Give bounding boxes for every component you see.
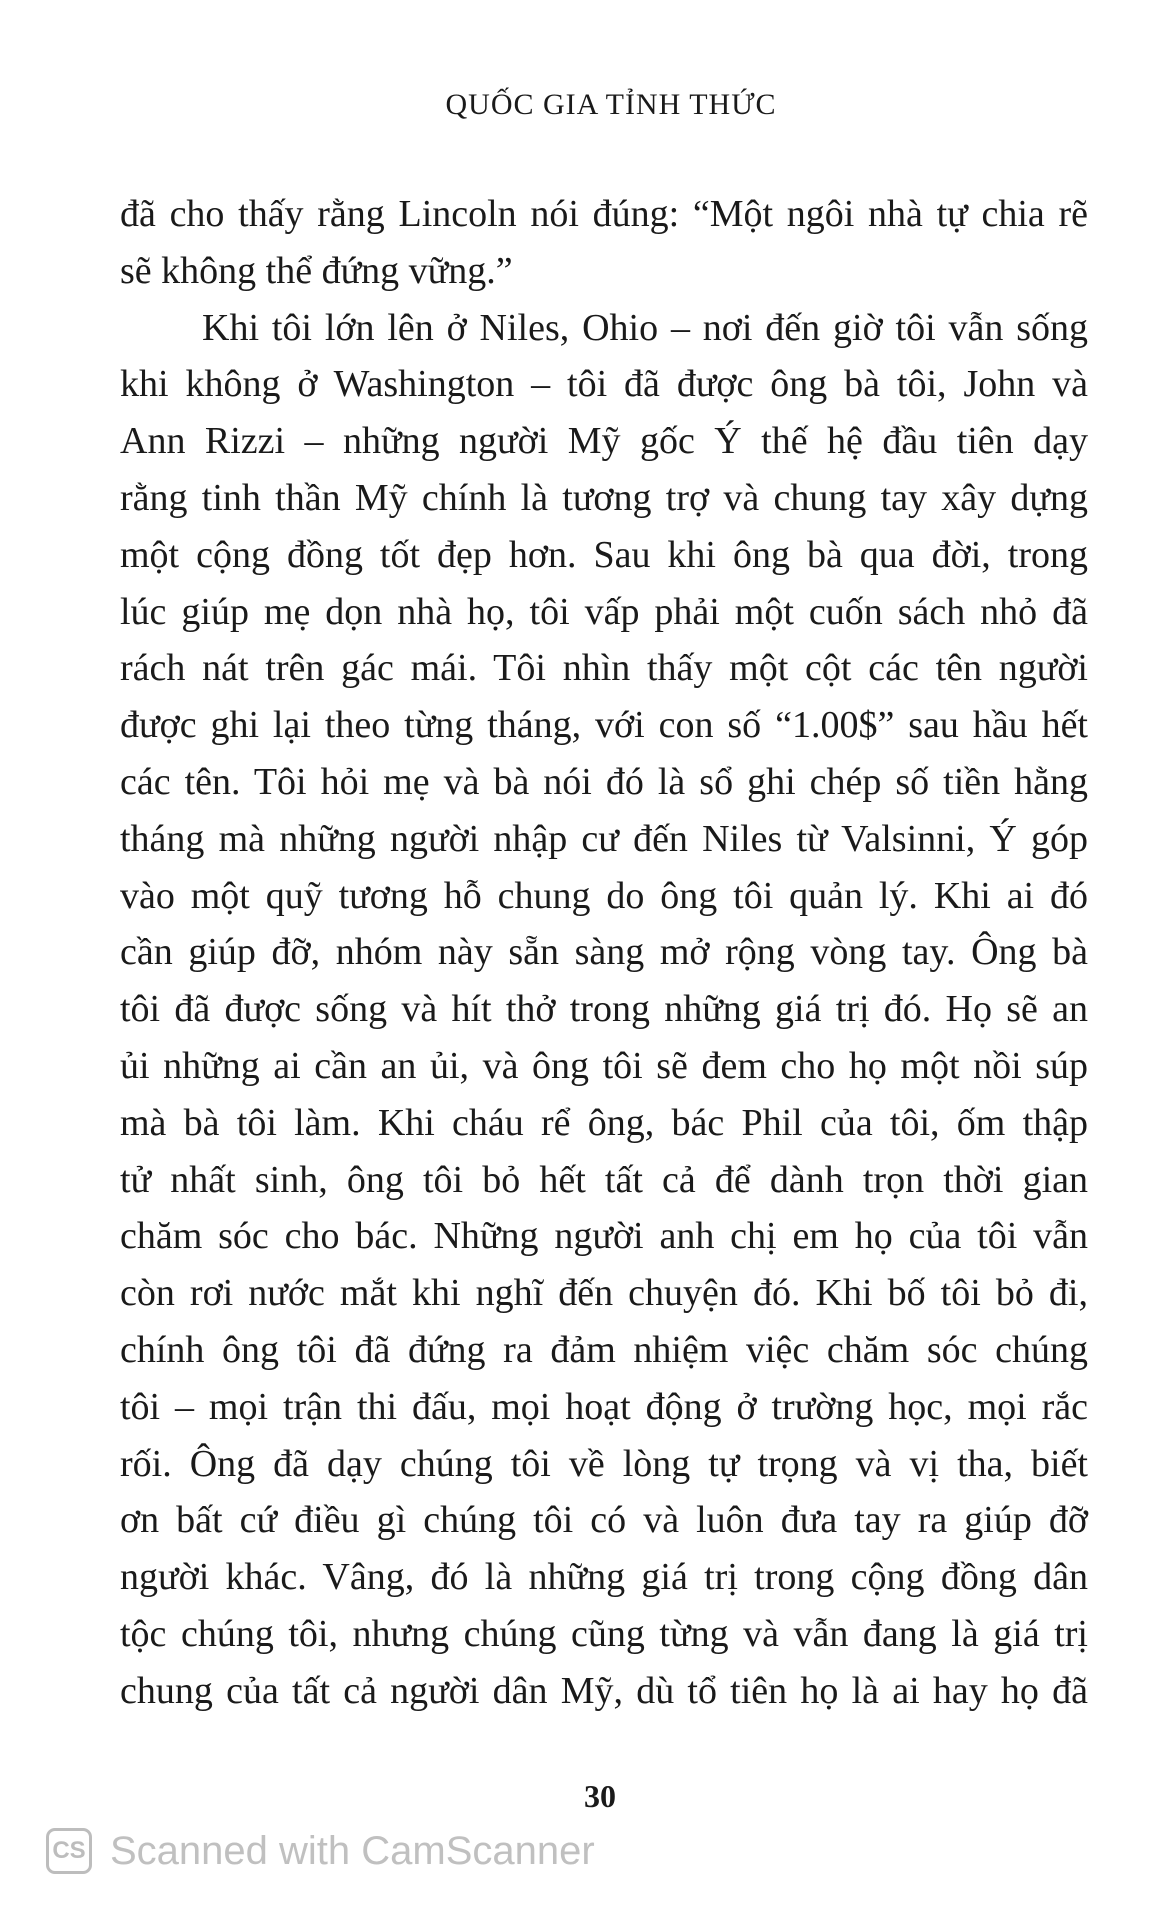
text-line: tôi – mọi trận thi đấu, mọi hoạt động ở trường học, mọi rắc (120, 1385, 1088, 1428)
text-line: vào một quỹ tương hỗ chung do ông tôi quản lý. Khi ai đó (120, 874, 1088, 917)
text-line: các tên. Tôi hỏi mẹ và bà nói đó là sổ ghi chép số tiền hằng (120, 760, 1088, 803)
text-line: Khi tôi lớn lên ở Niles, Ohio – nơi đến giờ tôi vẫn sống (202, 306, 1088, 349)
text-line: đã cho thấy rằng Lincoln nói đúng: “Một ngôi nhà tự chia rẽ (120, 193, 1088, 235)
text-line: ủi những ai cần an ủi, và ông tôi sẽ đem cho họ một nồi súp (120, 1044, 1088, 1087)
text-line: một cộng đồng tốt đẹp hơn. Sau khi ông bà qua đời, trong (120, 533, 1088, 576)
text-line: cần giúp đỡ, nhóm này sẵn sàng mở rộng vòng tay. Ông bà (120, 931, 1088, 974)
text-line: tôi đã được sống và hít thở trong những giá trị đó. Họ sẽ an (120, 988, 1088, 1031)
text-line: ơn bất cứ điều gì chúng tôi có và luôn đưa tay ra giúp đỡ (120, 1499, 1088, 1542)
camscanner-logo-icon: CS (46, 1828, 92, 1874)
text-line: Ann Rizzi – những người Mỹ gốc Ý thế hệ đầu tiên dạy (120, 420, 1088, 463)
text-line: sẽ không thể đứng vững.” (120, 249, 513, 292)
text-line: tộc chúng tôi, nhưng chúng cũng từng và vẫn đang là giá trị (120, 1612, 1088, 1655)
text-line: chăm sóc cho bác. Những người anh chị em họ của tôi vẫn (120, 1215, 1088, 1258)
text-line: tử nhất sinh, ông tôi bỏ hết tất cả để dành trọn thời gian (120, 1158, 1088, 1201)
page-body-text (120, 186, 1088, 1720)
text-line: rách nát trên gác mái. Tôi nhìn thấy một cột các tên người (120, 647, 1088, 690)
text-line: khi không ở Washington – tôi đã được ông bà tôi, John và (120, 363, 1088, 406)
running-title: QUỐC GIA TỈNH THỨC (445, 88, 777, 121)
page-number: 30 (584, 1778, 616, 1814)
text-line: chung của tất cả người dân Mỹ, dù tổ tiên họ là ai hay họ đã (120, 1669, 1088, 1712)
text-line: người khác. Vâng, đó là những giá trị trong cộng đồng dân (120, 1556, 1088, 1599)
text-line: được ghi lại theo từng tháng, với con số “1.00$” sau hầu hết (120, 704, 1088, 747)
text-line: mà bà tôi làm. Khi cháu rể ông, bác Phil của tôi, ốm thập (120, 1101, 1088, 1144)
text-line: rối. Ông đã dạy chúng tôi về lòng tự trọng và vị tha, biết (120, 1442, 1088, 1485)
watermark-text: Scanned with CamScanner (110, 1828, 595, 1873)
text-line: tháng mà những người nhập cư đến Niles từ Valsinni, Ý góp (120, 817, 1088, 860)
text-line: còn rơi nước mắt khi nghĩ đến chuyện đó. Khi bố tôi bỏ đi, (120, 1272, 1088, 1315)
camscanner-watermark (46, 1828, 595, 1874)
text-line: chính ông tôi đã đứng ra đảm nhiệm việc chăm sóc chúng (120, 1328, 1088, 1371)
text-line: rằng tinh thần Mỹ chính là tương trợ và chung tay xây dựng (120, 476, 1088, 519)
text-line: lúc giúp mẹ dọn nhà họ, tôi vấp phải một cuốn sách nhỏ đã (120, 590, 1088, 633)
